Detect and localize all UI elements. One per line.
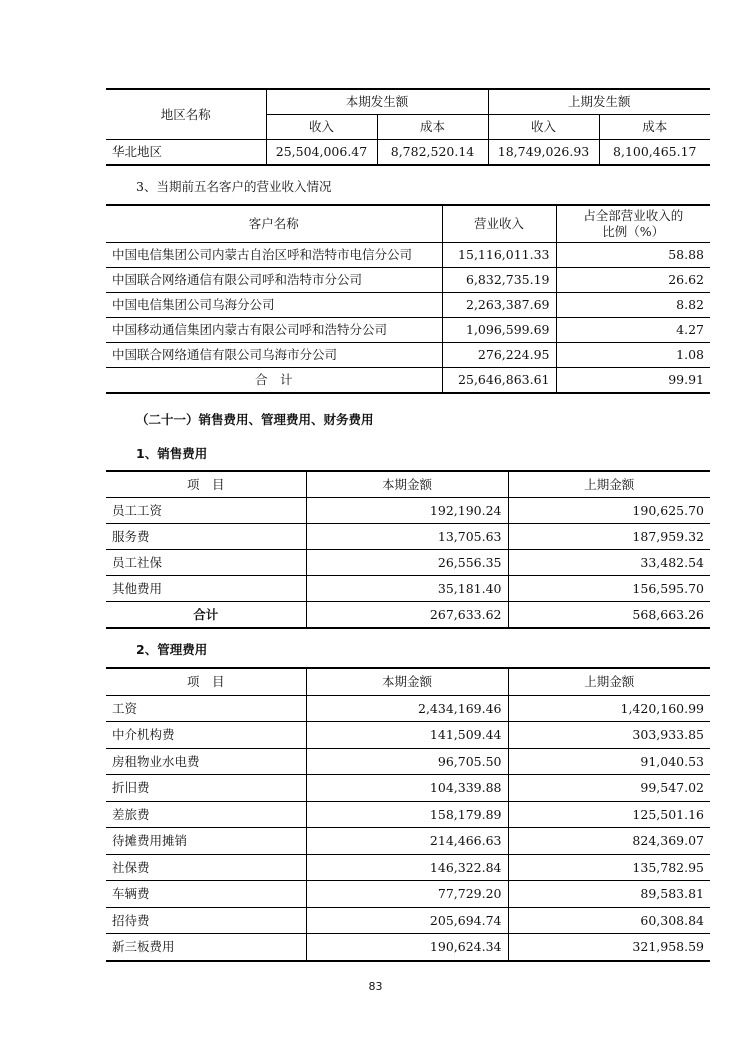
cell-item: 待摊费用摊销 — [106, 828, 306, 855]
table-row — [106, 775, 710, 802]
cell-prior: 321,958.59 — [508, 934, 710, 961]
cell-current: 35,181.40 — [306, 576, 508, 602]
header-prior-amount: 上期金额 — [508, 668, 710, 695]
cell-revenue: 276,224.95 — [442, 343, 556, 368]
cell-current: 13,705.63 — [306, 524, 508, 550]
cell-total-label: 合计 — [106, 602, 306, 629]
table-row — [106, 722, 710, 749]
table-row — [106, 828, 710, 855]
top5-heading: 3、当期前五名客户的营业收入情况 — [136, 179, 332, 194]
top5-customers-table — [106, 204, 710, 394]
cell-prior: 91,040.53 — [508, 748, 710, 775]
cell-item: 员工工资 — [106, 498, 306, 524]
table-row — [106, 498, 710, 524]
cell-total-revenue: 25,646,863.61 — [442, 368, 556, 394]
cell-current-income: 25,504,006.47 — [266, 140, 377, 166]
cell-current: 158,179.89 — [306, 801, 508, 828]
header-prior-period: 上期发生额 — [488, 89, 710, 115]
cell-total-current: 267,633.62 — [306, 602, 508, 629]
cell-current: 141,509.44 — [306, 722, 508, 749]
table-row — [106, 318, 710, 343]
admin-heading: 2、管理费用 — [136, 642, 208, 657]
header-item: 项 目 — [106, 471, 306, 498]
header-current-period: 本期发生额 — [266, 89, 488, 115]
cell-current: 192,190.24 — [306, 498, 508, 524]
cell-prior: 187,959.32 — [508, 524, 710, 550]
cell-current: 214,466.63 — [306, 828, 508, 855]
cell-customer-name: 中国联合网络通信有限公司呼和浩特市分公司 — [106, 268, 442, 293]
cell-prior: 1,420,160.99 — [508, 695, 710, 722]
cell-ratio: 58.88 — [556, 243, 710, 268]
table-row — [106, 576, 710, 602]
table-total-row — [106, 368, 710, 394]
cell-revenue: 2,263,387.69 — [442, 293, 556, 318]
cell-prior-income: 18,749,026.93 — [488, 140, 599, 166]
cell-item: 中介机构费 — [106, 722, 306, 749]
cell-item: 车辆费 — [106, 881, 306, 908]
sales-heading: 1、销售费用 — [136, 446, 208, 461]
cell-prior-cost: 8,100,465.17 — [599, 140, 710, 166]
cell-customer-name: 中国电信集团公司乌海分公司 — [106, 293, 442, 318]
cell-item: 差旅费 — [106, 801, 306, 828]
header-region: 地区名称 — [106, 89, 266, 140]
cell-prior: 89,583.81 — [508, 881, 710, 908]
admin-expense-table — [106, 667, 710, 962]
cell-item: 员工社保 — [106, 550, 306, 576]
table-row — [106, 854, 710, 881]
header-current-amount: 本期金额 — [306, 471, 508, 498]
table-row — [106, 907, 710, 934]
cell-prior: 125,501.16 — [508, 801, 710, 828]
cell-prior: 824,369.07 — [508, 828, 710, 855]
cell-prior: 60,308.84 — [508, 907, 710, 934]
cell-item: 折旧费 — [106, 775, 306, 802]
cell-ratio: 1.08 — [556, 343, 710, 368]
cell-ratio: 4.27 — [556, 318, 710, 343]
cell-current: 205,694.74 — [306, 907, 508, 934]
table-row — [106, 243, 710, 268]
cell-revenue: 15,116,011.33 — [442, 243, 556, 268]
cell-current: 2,434,169.46 — [306, 695, 508, 722]
table-header-row — [106, 668, 710, 695]
cell-item: 房租物业水电费 — [106, 748, 306, 775]
cell-item: 工资 — [106, 695, 306, 722]
cell-ratio: 8.82 — [556, 293, 710, 318]
header-ratio-line1: 占全部营业收入的 — [583, 208, 684, 223]
cell-current: 96,705.50 — [306, 748, 508, 775]
header-current-amount: 本期金额 — [306, 668, 508, 695]
cell-prior: 99,547.02 — [508, 775, 710, 802]
header-ratio — [556, 205, 710, 243]
cell-prior: 156,595.70 — [508, 576, 710, 602]
subheader-current-income: 收入 — [266, 115, 377, 140]
cell-customer-name: 中国移动通信集团内蒙古有限公司呼和浩特分公司 — [106, 318, 442, 343]
header-prior-amount: 上期金额 — [508, 471, 710, 498]
header-item: 项 目 — [106, 668, 306, 695]
table-row — [106, 343, 710, 368]
table-row — [106, 293, 710, 318]
table-row — [106, 140, 710, 166]
subheader-current-cost: 成本 — [377, 115, 488, 140]
sales-expense-table — [106, 470, 710, 629]
table-header-row — [106, 89, 710, 115]
table-row — [106, 801, 710, 828]
cell-current: 104,339.88 — [306, 775, 508, 802]
cell-customer-name: 中国联合网络通信有限公司乌海市分公司 — [106, 343, 442, 368]
cell-ratio: 26.62 — [556, 268, 710, 293]
cell-current-cost: 8,782,520.14 — [377, 140, 488, 166]
header-ratio-line2: 比例（%） — [602, 224, 665, 239]
cell-customer-name: 中国电信集团公司内蒙古自治区呼和浩特市电信分公司 — [106, 243, 442, 268]
cell-item: 新三板费用 — [106, 934, 306, 961]
table-row — [106, 524, 710, 550]
cell-current: 146,322.84 — [306, 854, 508, 881]
cell-item: 服务费 — [106, 524, 306, 550]
cell-total-ratio: 99.91 — [556, 368, 710, 394]
region-revenue-table — [106, 88, 710, 166]
table-row — [106, 695, 710, 722]
cell-region: 华北地区 — [106, 140, 266, 166]
section-heading: （二十一）销售费用、管理费用、财务费用 — [136, 412, 374, 427]
cell-item: 社保费 — [106, 854, 306, 881]
header-customer-name: 客户名称 — [106, 205, 442, 243]
table-total-row — [106, 602, 710, 629]
table-header-row — [106, 471, 710, 498]
cell-total-prior: 568,663.26 — [508, 602, 710, 629]
table-row — [106, 268, 710, 293]
cell-current: 77,729.20 — [306, 881, 508, 908]
subheader-prior-income: 收入 — [488, 115, 599, 140]
page-number: 83 — [368, 980, 383, 993]
cell-item: 招待费 — [106, 907, 306, 934]
cell-prior: 190,625.70 — [508, 498, 710, 524]
cell-current: 190,624.34 — [306, 934, 508, 961]
cell-total-label: 合 计 — [106, 368, 442, 394]
table-row — [106, 550, 710, 576]
table-row — [106, 881, 710, 908]
cell-prior: 135,782.95 — [508, 854, 710, 881]
cell-current: 26,556.35 — [306, 550, 508, 576]
cell-prior: 33,482.54 — [508, 550, 710, 576]
table-row — [106, 748, 710, 775]
table-header-row — [106, 205, 710, 243]
cell-prior: 303,933.85 — [508, 722, 710, 749]
cell-item: 其他费用 — [106, 576, 306, 602]
header-revenue: 营业收入 — [442, 205, 556, 243]
cell-revenue: 1,096,599.69 — [442, 318, 556, 343]
subheader-prior-cost: 成本 — [599, 115, 710, 140]
cell-revenue: 6,832,735.19 — [442, 268, 556, 293]
table-row — [106, 934, 710, 961]
